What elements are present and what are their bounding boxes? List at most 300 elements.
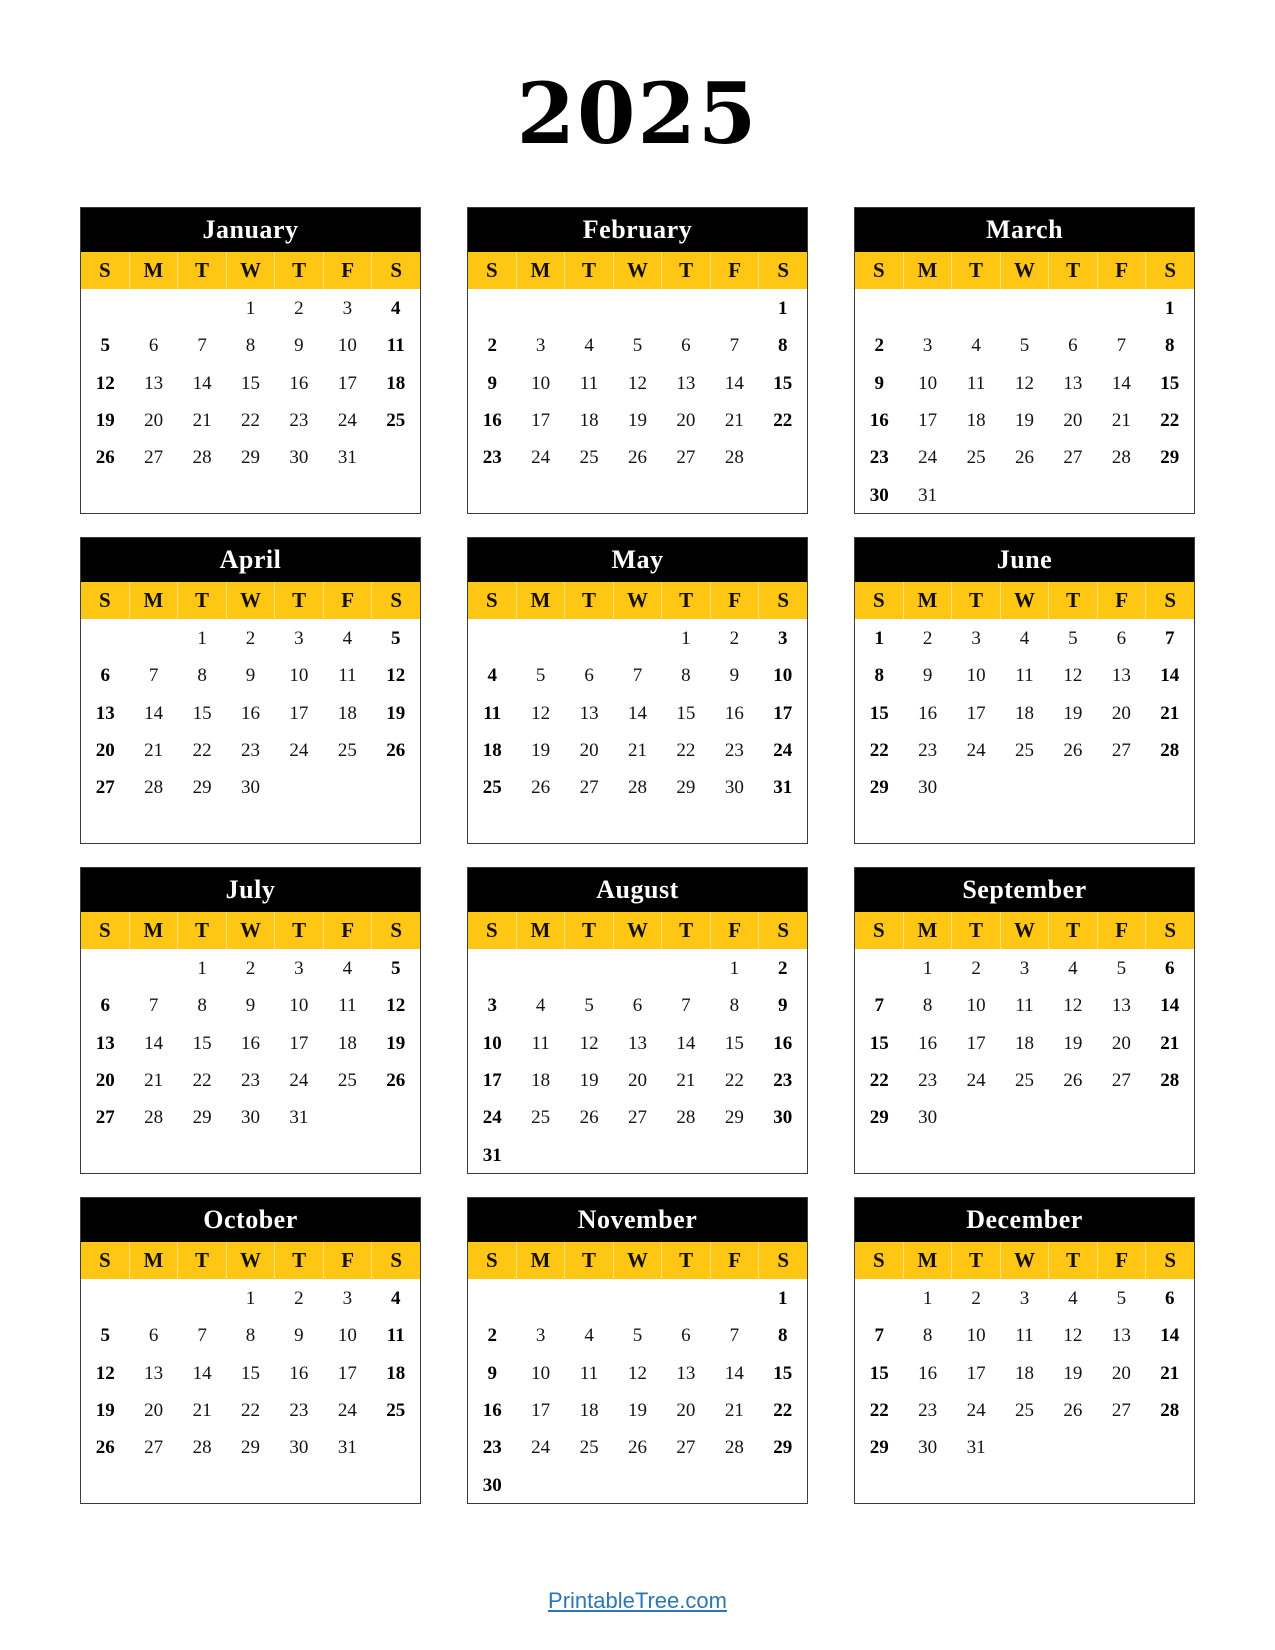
- date-cell: 23: [240, 740, 260, 762]
- date-cell: 23: [918, 1400, 938, 1422]
- date-cell: 12: [1063, 1325, 1083, 1347]
- date-cell: 15: [676, 702, 696, 724]
- day-letter: M: [130, 1242, 179, 1279]
- date-cell: 31: [289, 1107, 309, 1129]
- date-cell: 11: [579, 1362, 599, 1384]
- dates-grid: [81, 619, 420, 843]
- day-letters-row: [468, 912, 807, 949]
- day-letters-row: [468, 252, 807, 289]
- empty-cell: [613, 1280, 661, 1317]
- date-cell: 7: [729, 335, 740, 357]
- date-cell: 9: [245, 665, 256, 687]
- date-cell: 8: [197, 995, 207, 1017]
- footer-link[interactable]: PrintableTree.com: [548, 1588, 727, 1613]
- date-cell: 26: [95, 1437, 115, 1459]
- date-cell: 6: [100, 665, 110, 687]
- date-cell: 2: [874, 335, 884, 357]
- date-cell: 18: [579, 1400, 599, 1422]
- date-cell: 11: [386, 1325, 405, 1347]
- date-cell: 12: [579, 1032, 599, 1054]
- date-cell: 16: [240, 702, 260, 724]
- date-cell: 14: [192, 372, 212, 394]
- date-cell: 24: [531, 447, 551, 469]
- date-cell: 27: [95, 1107, 115, 1129]
- date-cell: 8: [874, 665, 884, 687]
- date-cell: 5: [391, 628, 401, 650]
- empty-cell: [662, 290, 710, 327]
- empty-cell: [468, 950, 516, 987]
- dates-grid: [855, 949, 1194, 1173]
- date-cell: 12: [1063, 665, 1083, 687]
- date-cell: 12: [627, 1362, 647, 1384]
- date-cell: 15: [724, 1032, 744, 1054]
- day-letters-row: [81, 912, 420, 949]
- date-cell: 28: [192, 447, 212, 469]
- empty-cell: [903, 290, 951, 327]
- date-cell: 30: [724, 777, 744, 799]
- date-cell: 24: [918, 447, 938, 469]
- day-letter: W: [614, 252, 663, 289]
- day-letter: S: [855, 1242, 904, 1279]
- date-cell: 6: [1116, 628, 1127, 650]
- date-cell: 25: [386, 410, 406, 432]
- empty-cell: [613, 1466, 661, 1503]
- date-cell: 20: [676, 1400, 696, 1422]
- date-cell: 4: [535, 995, 546, 1017]
- date-cell: 17: [773, 702, 793, 724]
- empty-cell: [81, 290, 129, 327]
- date-cell: 23: [773, 1070, 793, 1092]
- day-letter: S: [81, 582, 130, 619]
- date-cell: 5: [1068, 628, 1078, 650]
- date-cell: 1: [922, 958, 933, 980]
- month-january: [80, 207, 421, 514]
- day-letter: S: [855, 582, 904, 619]
- date-cell: 17: [531, 1400, 551, 1422]
- date-cell: 23: [918, 1070, 938, 1092]
- date-cell: 6: [148, 335, 159, 357]
- date-cell: 4: [584, 1325, 594, 1347]
- day-letter: W: [614, 1242, 663, 1279]
- date-cell: 2: [729, 628, 740, 650]
- day-letter: S: [777, 1248, 790, 1272]
- footer: [0, 1588, 1275, 1614]
- date-cell: 19: [627, 410, 647, 432]
- date-cell: 12: [531, 702, 551, 724]
- date-cell: 28: [192, 1437, 212, 1459]
- empty-cell: [710, 1280, 758, 1317]
- date-cell: 19: [1063, 702, 1083, 724]
- date-cell: 30: [289, 1437, 309, 1459]
- date-cell: 17: [918, 410, 938, 432]
- date-cell: 12: [386, 665, 406, 687]
- date-cell: 19: [579, 1070, 599, 1092]
- date-cell: 24: [289, 1070, 309, 1092]
- empty-cell: [565, 290, 613, 327]
- date-cell: 20: [1111, 1362, 1131, 1384]
- date-cell: 22: [773, 1400, 793, 1422]
- dates-grid: [468, 289, 807, 513]
- date-cell: 5: [1116, 1288, 1127, 1310]
- date-cell: 16: [918, 1362, 938, 1384]
- date-cell: 11: [386, 335, 405, 357]
- day-letter: F: [1098, 252, 1147, 289]
- date-cell: 7: [197, 1325, 207, 1347]
- date-cell: 7: [1116, 335, 1127, 357]
- empty-cell: [1097, 476, 1145, 513]
- date-cell: 16: [918, 1032, 938, 1054]
- date-cell: 10: [773, 665, 793, 687]
- date-cell: 26: [386, 740, 406, 762]
- date-cell: 14: [676, 1032, 696, 1054]
- month-september: [854, 867, 1195, 1174]
- date-cell: 14: [627, 702, 647, 724]
- date-cell: 11: [338, 995, 357, 1017]
- day-letter: F: [324, 252, 373, 289]
- date-cell: 1: [245, 298, 256, 320]
- date-cell: 31: [966, 1437, 986, 1459]
- date-cell: 6: [1068, 335, 1078, 357]
- date-cell: 16: [918, 702, 938, 724]
- date-cell: 20: [144, 1400, 164, 1422]
- month-title-december: December: [855, 1198, 1194, 1242]
- date-cell: 17: [966, 702, 986, 724]
- date-cell: 3: [487, 995, 497, 1017]
- date-cell: 20: [1111, 702, 1131, 724]
- date-cell: 15: [869, 1362, 889, 1384]
- date-cell: 30: [918, 777, 938, 799]
- day-letter: T: [565, 912, 614, 949]
- date-cell: 30: [918, 1107, 938, 1129]
- month-title-february: February: [468, 208, 807, 252]
- date-cell: 27: [676, 1437, 696, 1459]
- date-cell: 4: [1068, 958, 1078, 980]
- day-letter: F: [324, 582, 373, 619]
- date-cell: 23: [869, 447, 889, 469]
- date-cell: 3: [535, 1325, 546, 1347]
- empty-cell: [468, 1280, 516, 1317]
- date-cell: 3: [778, 628, 788, 650]
- empty-cell: [81, 950, 129, 987]
- date-cell: 8: [1165, 335, 1175, 357]
- date-cell: 10: [337, 1325, 357, 1347]
- date-cell: 21: [192, 1400, 212, 1422]
- date-cell: 28: [1160, 740, 1180, 762]
- date-cell: 15: [869, 1032, 889, 1054]
- date-cell: 8: [245, 1325, 256, 1347]
- date-cell: 2: [922, 628, 933, 650]
- date-cell: 31: [337, 447, 357, 469]
- date-cell: 9: [294, 1325, 304, 1347]
- day-letter: W: [227, 912, 276, 949]
- date-cell: 13: [1063, 372, 1083, 394]
- date-cell: 16: [869, 410, 889, 432]
- date-cell: 16: [289, 372, 309, 394]
- date-cell: 29: [869, 777, 889, 799]
- date-cell: 26: [1063, 740, 1083, 762]
- date-cell: 13: [144, 1362, 164, 1384]
- date-cell: 9: [729, 665, 740, 687]
- day-letter: S: [777, 588, 790, 612]
- date-cell: 9: [487, 1362, 497, 1384]
- date-cell: 13: [676, 1362, 696, 1384]
- date-cell: 30: [773, 1107, 793, 1129]
- empty-cell: [952, 476, 1000, 513]
- empty-cell: [952, 1099, 1000, 1136]
- date-cell: 1: [681, 628, 691, 650]
- date-cell: 3: [535, 335, 546, 357]
- date-cell: 9: [487, 372, 497, 394]
- date-cell: 23: [289, 1400, 309, 1422]
- day-letter: T: [178, 252, 227, 289]
- empty-cell: [1000, 1099, 1048, 1136]
- date-cell: 12: [95, 1362, 115, 1384]
- empty-cell: [565, 1136, 613, 1173]
- day-letter: T: [1049, 582, 1098, 619]
- date-cell: 5: [1116, 958, 1127, 980]
- day-letter: F: [324, 912, 373, 949]
- date-cell: 17: [966, 1362, 986, 1384]
- day-letter: F: [711, 1242, 760, 1279]
- months-grid: [80, 207, 1195, 1504]
- date-cell: 13: [95, 702, 115, 724]
- date-cell: 6: [681, 1325, 691, 1347]
- empty-cell: [323, 769, 371, 806]
- empty-cell: [1000, 476, 1048, 513]
- date-cell: 22: [869, 1400, 889, 1422]
- date-cell: 19: [1014, 410, 1034, 432]
- day-letter: W: [1001, 252, 1050, 289]
- date-cell: 8: [681, 665, 691, 687]
- date-cell: 14: [1111, 372, 1131, 394]
- date-cell: 24: [337, 1400, 357, 1422]
- date-cell: 23: [482, 447, 502, 469]
- day-letter: S: [81, 252, 130, 289]
- month-title-september: September: [855, 868, 1194, 912]
- date-cell: 23: [918, 740, 938, 762]
- date-cell: 26: [579, 1107, 599, 1129]
- date-cell: 9: [245, 995, 256, 1017]
- date-cell: 22: [240, 1400, 260, 1422]
- dates-grid: [855, 1279, 1194, 1503]
- date-cell: 18: [337, 1032, 357, 1054]
- date-cell: 21: [144, 740, 164, 762]
- date-cell: 24: [966, 1070, 986, 1092]
- date-cell: 22: [192, 1070, 212, 1092]
- date-cell: 10: [482, 1032, 502, 1054]
- date-cell: 27: [95, 777, 115, 799]
- date-cell: 15: [773, 1362, 793, 1384]
- day-letter: T: [662, 1242, 711, 1279]
- empty-cell: [323, 1099, 371, 1136]
- date-cell: 24: [289, 740, 309, 762]
- month-may: [467, 537, 808, 844]
- day-letter: T: [565, 1242, 614, 1279]
- day-letter: S: [81, 1242, 130, 1279]
- date-cell: 29: [676, 777, 696, 799]
- day-letters-row: [855, 1242, 1194, 1279]
- date-cell: 27: [144, 1437, 164, 1459]
- date-cell: 17: [482, 1070, 502, 1092]
- day-letter: M: [517, 912, 566, 949]
- empty-cell: [1097, 290, 1145, 327]
- date-cell: 13: [1111, 1325, 1131, 1347]
- day-letter: S: [81, 912, 130, 949]
- date-cell: 11: [966, 372, 986, 394]
- empty-cell: [468, 290, 516, 327]
- empty-cell: [372, 1099, 420, 1136]
- date-cell: 3: [1019, 1288, 1030, 1310]
- date-cell: 25: [966, 447, 986, 469]
- month-november: [467, 1197, 808, 1504]
- date-cell: 10: [289, 665, 309, 687]
- day-letter: M: [517, 1242, 566, 1279]
- date-cell: 26: [386, 1070, 406, 1092]
- empty-cell: [710, 290, 758, 327]
- month-april: [80, 537, 421, 844]
- day-letter: S: [390, 918, 403, 942]
- date-cell: 10: [531, 372, 551, 394]
- date-cell: 26: [1063, 1070, 1083, 1092]
- date-cell: 1: [729, 958, 740, 980]
- date-cell: 25: [1014, 1070, 1034, 1092]
- date-cell: 30: [240, 1107, 260, 1129]
- date-cell: 28: [724, 447, 744, 469]
- day-letter: M: [904, 1242, 953, 1279]
- date-cell: 28: [1160, 1400, 1180, 1422]
- empty-cell: [516, 620, 564, 657]
- date-cell: 5: [535, 665, 546, 687]
- empty-cell: [1097, 769, 1145, 806]
- day-letter: F: [711, 252, 760, 289]
- date-cell: 7: [729, 1325, 740, 1347]
- day-letter: S: [855, 252, 904, 289]
- date-cell: 24: [966, 1400, 986, 1422]
- date-cell: 5: [632, 335, 643, 357]
- day-letter: F: [1098, 1242, 1147, 1279]
- date-cell: 13: [1111, 995, 1131, 1017]
- date-cell: 17: [337, 1362, 357, 1384]
- date-cell: 25: [1014, 740, 1034, 762]
- date-cell: 22: [240, 410, 260, 432]
- date-cell: 10: [966, 1325, 986, 1347]
- date-cell: 28: [144, 777, 164, 799]
- day-letter: T: [275, 1242, 324, 1279]
- date-cell: 12: [95, 372, 115, 394]
- date-cell: 15: [192, 1032, 212, 1054]
- date-cell: 6: [632, 995, 643, 1017]
- empty-cell: [855, 1280, 903, 1317]
- empty-cell: [662, 950, 710, 987]
- empty-cell: [516, 1466, 564, 1503]
- date-cell: 3: [922, 335, 933, 357]
- date-cell: 27: [1111, 1400, 1131, 1422]
- month-title-november: November: [468, 1198, 807, 1242]
- month-title-may: May: [468, 538, 807, 582]
- date-cell: 25: [579, 447, 599, 469]
- day-letter: F: [711, 582, 760, 619]
- day-letter: S: [390, 588, 403, 612]
- date-cell: 7: [681, 995, 691, 1017]
- date-cell: 3: [294, 958, 304, 980]
- year-title: 2025: [516, 64, 759, 163]
- date-cell: 4: [487, 665, 497, 687]
- date-cell: 27: [1111, 1070, 1131, 1092]
- date-cell: 27: [579, 777, 599, 799]
- empty-cell: [710, 1136, 758, 1173]
- date-cell: 17: [966, 1032, 986, 1054]
- date-cell: 31: [482, 1144, 502, 1166]
- date-cell: 26: [1063, 1400, 1083, 1422]
- empty-cell: [662, 1466, 710, 1503]
- day-letter: W: [1001, 582, 1050, 619]
- date-cell: 2: [294, 1288, 304, 1310]
- date-cell: 30: [918, 1437, 938, 1459]
- day-letter: T: [662, 252, 711, 289]
- date-cell: 18: [1014, 702, 1034, 724]
- date-cell: 12: [1063, 995, 1083, 1017]
- empty-cell: [565, 1280, 613, 1317]
- date-cell: 17: [289, 702, 309, 724]
- date-cell: 30: [289, 447, 309, 469]
- date-cell: 4: [391, 298, 401, 320]
- date-cell: 3: [294, 628, 304, 650]
- date-cell: 18: [386, 1362, 406, 1384]
- date-cell: 6: [1165, 958, 1175, 980]
- date-cell: 21: [627, 740, 647, 762]
- date-cell: 14: [1160, 1325, 1180, 1347]
- date-cell: 7: [197, 335, 207, 357]
- date-cell: 24: [773, 740, 793, 762]
- date-cell: 4: [971, 335, 981, 357]
- date-cell: 29: [192, 1107, 212, 1129]
- month-title-april: April: [81, 538, 420, 582]
- date-cell: 19: [627, 1400, 647, 1422]
- date-cell: 5: [1019, 335, 1030, 357]
- empty-cell: [855, 290, 903, 327]
- date-cell: 23: [724, 740, 744, 762]
- date-cell: 20: [95, 740, 115, 762]
- date-cell: 12: [386, 995, 406, 1017]
- month-title-january: January: [81, 208, 420, 252]
- day-letter: T: [952, 252, 1001, 289]
- date-cell: 18: [482, 740, 502, 762]
- empty-cell: [178, 290, 226, 327]
- month-december: [854, 1197, 1195, 1504]
- date-cell: 25: [579, 1437, 599, 1459]
- date-cell: 2: [245, 628, 256, 650]
- empty-cell: [1097, 1099, 1145, 1136]
- date-cell: 4: [342, 628, 353, 650]
- empty-cell: [1049, 290, 1097, 327]
- empty-cell: [372, 439, 420, 476]
- month-title-march: March: [855, 208, 1194, 252]
- date-cell: 25: [482, 777, 502, 799]
- dates-grid: [81, 949, 420, 1173]
- day-letter: M: [130, 912, 179, 949]
- day-letter: S: [390, 258, 403, 282]
- dates-grid: [468, 949, 807, 1174]
- date-cell: 26: [627, 1437, 647, 1459]
- empty-cell: [1049, 1099, 1097, 1136]
- day-letter: W: [227, 252, 276, 289]
- empty-cell: [516, 1136, 564, 1173]
- date-cell: 10: [966, 995, 986, 1017]
- empty-cell: [662, 1136, 710, 1173]
- day-letter: T: [662, 582, 711, 619]
- date-cell: 1: [922, 1288, 933, 1310]
- date-cell: 9: [778, 995, 788, 1017]
